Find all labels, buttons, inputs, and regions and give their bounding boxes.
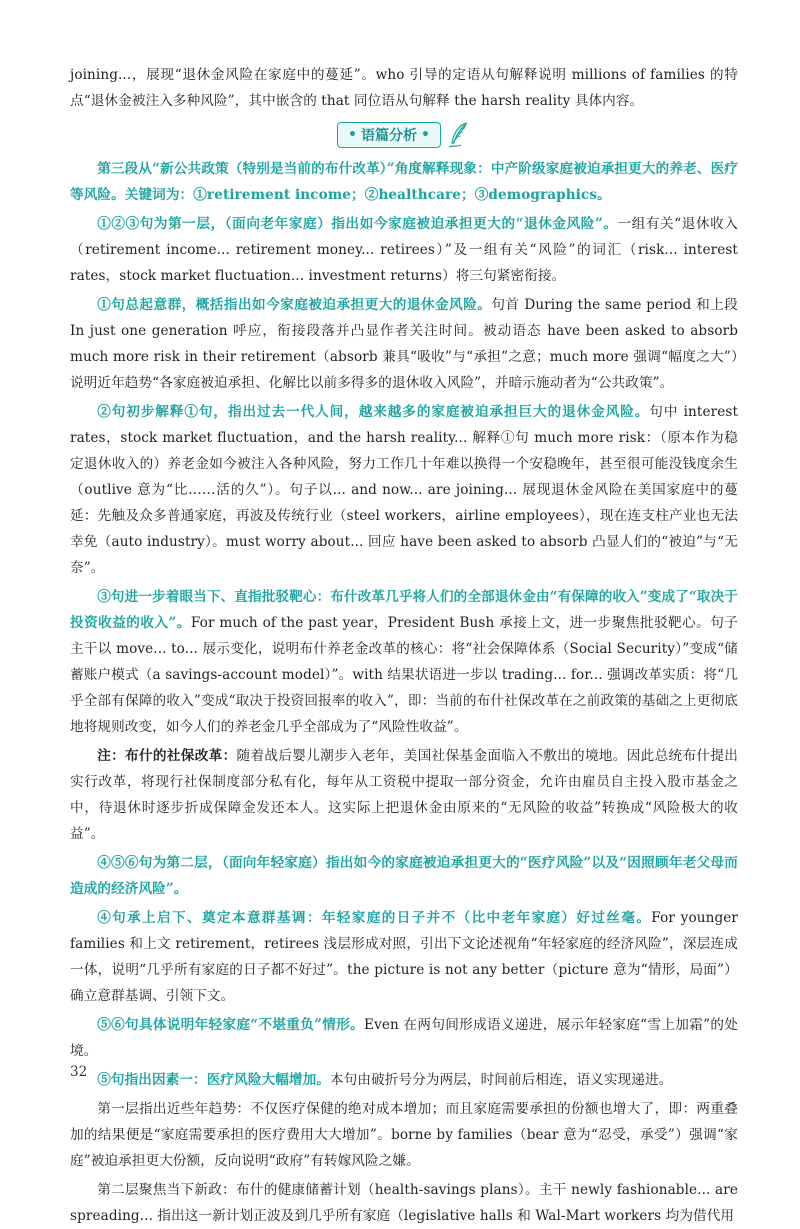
feather-pen-icon [447,121,471,149]
sentence-2-body: 句中 interest rates，stock market fluctuation，and the harsh reality... 解释①句 much more risk：（原本作为稳定退休收入的）养老金如今被注入各种风险，努力工作几十年难以换得一个安稳晚年，甚至很可能没钱度余生（outlive 意为“比……活的久”）。句子以... and now... are joining... 展现退休金风险在美国家庭中的蔓延：先触及众多普通家庭，再波及传统行业（steel workers，airline employees），现在连支柱产业也无法幸免（auto industry）。must worry about... 回应 have been asked to absorb 凸显人们的“被迫”与“无奈”。 [70,404,739,576]
page-number: 32 [70,1064,88,1080]
paragraph-sentence-5 [70,1067,738,1093]
sentence-3-body: For much of the past year，President Bush 承接上文，进一步聚焦批驳靶心。句子主干以 move... to... 展示变化，说明布什养老金改革的核心：将“社会保障体系（Social Security）”变成“储蓄账户模式（a savings-account model）”。with 结果状语进一步以 trading... for... 强调改革实质：将“几乎全部有保障的收入”变成“取决于投资回报率的收入”，即：当前的布什社保改革在之前政策的基础之上更彻底地将规则改变，如今人们的养老金几乎全部成为了“风险性收益”。 [70,615,739,735]
layer-2-heading: ④⑤⑥句为第二层，（面向年轻家庭）指出如今的家庭被迫承担更大的“医疗风险”以及“因照顾年老父母而造成的经济风险”。 [70,855,738,897]
paragraph-layer-1 [70,211,738,289]
sentence-5-6-body: Even 在两句间形成语义递进，展示年轻家庭“雪上加霜”的处境。 [70,1017,738,1059]
paragraph-sentence-3 [70,584,738,740]
title-dot-right-icon: • [421,127,430,143]
note-body: 随着战后婴儿潮步入老年，美国社保基金面临入不敷出的境地。因此总统布什提出实行改革，将现行社保制度部分私有化，每年从工资税中提取一部分资金，允许由雇员自主投入股市基金之中，待退休时逐步折成保障金发还本人。这实际上把退休金由原来的“无风险的收益”转换成“风险极大的收益”。 [70,748,738,842]
paragraph-layer-b: 第二层聚焦当下新政：布什的健康储蓄计划（health-savings plans）。主干 newly fashionable... are spreading... 指出这一新计划正波及到几乎所有家庭（legislative halls 和 Wal-Mart workers 均为借代用 [70,1182,738,1224]
sentence-5-heading: ⑤句指出因素一：医疗风险大幅增加。 [97,1072,330,1088]
title-dot-left-icon: • [348,127,357,143]
paragraph-sentence-2 [70,399,738,581]
sentence-5-body: 本句由破折号分为两层，时间前后相连，语义实现递进。 [329,1072,673,1088]
paragraph-sentence-5-6 [70,1012,738,1064]
paragraph-3-summary: 第三段从“新公共政策（特别是当前的布什改革）”角度解释现象：中产阶级家庭被迫承担更大的养老、医疗等风险。关键词为：①retirement income；②healthcare；③demographics。 [70,161,738,203]
note-heading: 注：布什的社保改革： [97,748,237,764]
layer-1-body: 一组有关“退休收入（retirement income... retirement money... retirees）”及一组有关“风险”的词汇（risk... interest rates，stock market fluctuation... investment returns）将三句紧密衔接。 [70,216,738,284]
sentence-4-body: For younger families 和上文 retirement，retirees 浅层形成对照，引出下文论述视角“年轻家庭的经济风险”，深层连成一体，说明“几乎所有家庭的日子都不好过”。the picture is not any better（picture 意为“情形，局面”）确立意群基调、引领下文。 [70,910,738,1004]
sentence-4-heading: ④句承上启下、奠定本意群基调：年轻家庭的日子并不（比中老年家庭）好过丝毫。 [97,910,652,926]
sentence-2-heading: ②句初步解释①句，指出过去一代人间，越来越多的家庭被迫承担巨大的退休金风险。 [97,404,650,420]
sentence-1-heading: ①句总起意群，概括指出如今家庭被迫承担更大的退休金风险。 [97,297,492,313]
section-title-box [337,122,441,148]
paragraph-layer-a: 第一层指出近些年趋势：不仅医疗保健的绝对成本增加；而且家庭需要承担的份额也增大了，即：两重叠加的结果便是“家庭需要承担的医疗费用大大增加”。borne by families（bear 意为“忍受，承受”）强调“家庭”被迫承担更大份额，反向说明“政府”有转嫁风险之嫌。 [70,1101,738,1169]
sentence-1-body: 句首 During the same period 和上段 In just one generation 呼应，衔接段落并凸显作者关注时间。被动语态 have been asked to absorb much more risk in their retirement（absorb 兼具“吸收”与“承担”之意；much more 强调“幅度之大”）说明近年趋势“各家庭被迫承担、化解比以前多得多的退休收入风险”，并暗示施动者为“公共政策”。 [70,297,738,391]
paragraph-sentence-4 [70,905,738,1009]
paragraph-sentence-1 [70,292,738,396]
section-title-block [70,120,738,150]
sentence-3-heading: ③句进一步着眼当下、直指批驳靶心：布什改革几乎将人们的全部退休金由“有保障的收入”变成了“取决于投资收益的收入”。 [70,589,738,631]
layer-1-heading: ①②③句为第一层，（面向老年家庭）指出如今家庭被迫承担更大的“退休金风险”。 [97,216,618,232]
paragraph-note [70,743,738,847]
paragraph-intro: joining...，展现“退休金风险在家庭中的蔓延”。who 引导的定语从句解释说明 millions of families 的特点“退休金被注入多种风险”，其中嵌含的 that 同位语从句解释 the harsh reality 具体内容。 [70,67,738,109]
sentence-5-6-heading: ⑤⑥句具体说明年轻家庭“不堪重负”情形。 [97,1017,365,1033]
section-title: 语篇分析 [361,128,417,144]
